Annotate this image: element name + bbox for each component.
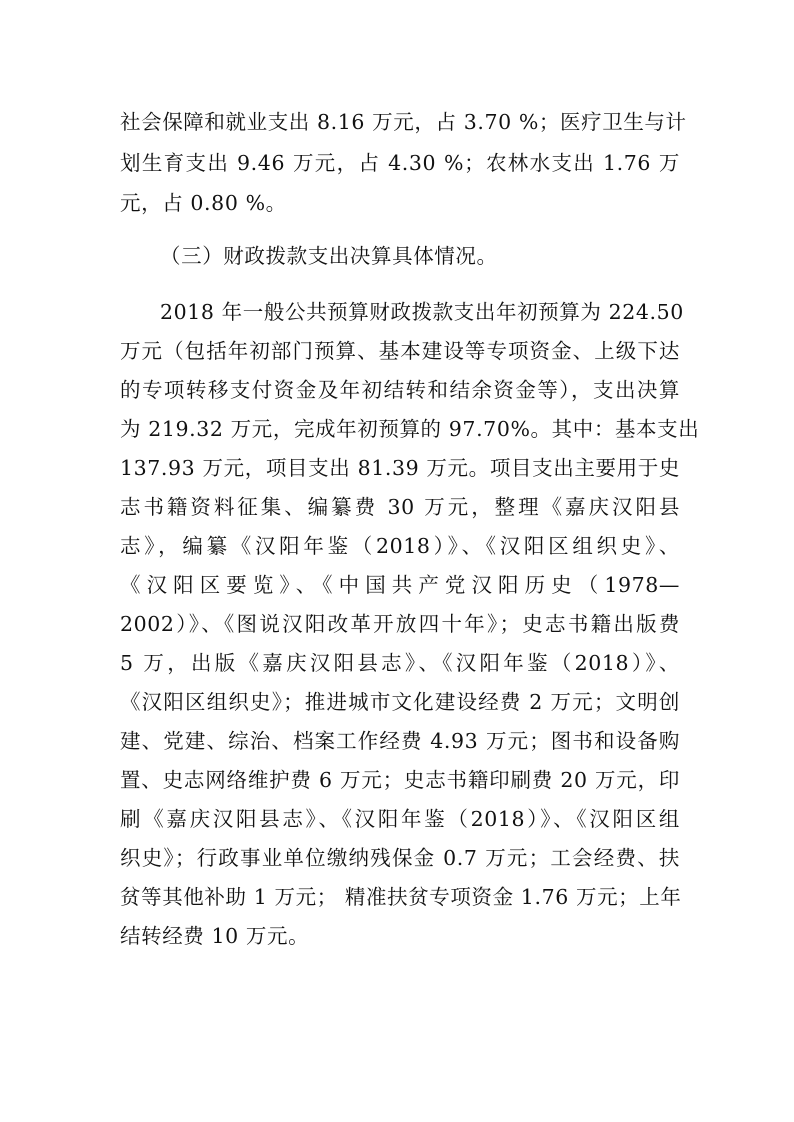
paragraph-2-line-9: 2002）》、《图说汉阳改革开放四十年》；史志书籍出版费 [120,612,680,636]
paragraph-2-line-2: 万元（包括年初部门预算、基本建设等专项资金、上级下达 [120,339,680,363]
paragraph-2-line-12: 建、党建、综治、档案工作经费 4.93 万元；图书和设备购 [120,729,680,753]
paragraph-2-line-3: 的专项转移支付资金及年初结转和结余资金等），支出决算 [120,378,680,402]
paragraph-1-line-1: 社会保障和就业支出 8.16 万元，占 3.70 %；医疗卫生与计 [120,110,687,134]
paragraph-2-line-6: 志书籍资料征集、编纂费 30 万元，整理《嘉庆汉阳县 [120,495,680,519]
paragraph-2-line-14: 刷《嘉庆汉阳县志》、《汉阳年鉴（2018）》、《汉阳区组 [120,807,680,831]
paragraph-2-line-16: 贫等其他补助 1 万元； 精准扶贫专项资金 1.76 万元；上年 [120,885,682,909]
paragraph-1-line-3: 元，占 0.80 %。 [120,191,287,215]
section-heading: （三）财政拨款支出决算具体情况。 [160,244,498,268]
paragraph-2-line-13: 置、史志网络维护费 6 万元；史志书籍印刷费 20 万元，印 [120,768,680,792]
paragraph-2-line-8: 《汉阳区要览》、《中国共产党汉阳历史（1978— [120,573,680,597]
paragraph-2-line-5: 137.93 万元，项目支出 81.39 万元。项目支出主要用于史 [120,456,680,480]
paragraph-2-line-10: 5 万，出版《嘉庆汉阳县志》、《汉阳年鉴（2018）》、 [120,651,680,675]
paragraph-2-line-4: 为 219.32 万元，完成年初预算的 97.70%。其中：基本支出 [120,417,700,441]
paragraph-2-line-11: 《汉阳区组织史》；推进城市文化建设经费 2 万元；文明创 [120,690,680,714]
paragraph-2-line-1: 2018 年一般公共预算财政拨款支出年初预算为 224.50 [160,300,684,324]
paragraph-2-line-15: 织史》；行政事业单位缴纳残保金 0.7 万元；工会经费、扶 [120,846,680,870]
paragraph-2-line-7: 志》，编纂《汉阳年鉴（2018）》、《汉阳区组织史》、 [120,534,680,558]
paragraph-2-line-17: 结转经费 10 万元。 [120,924,310,948]
paragraph-1-line-2: 划生育支出 9.46 万元，占 4.30 %；农林水支出 1.76 万 [120,151,680,175]
